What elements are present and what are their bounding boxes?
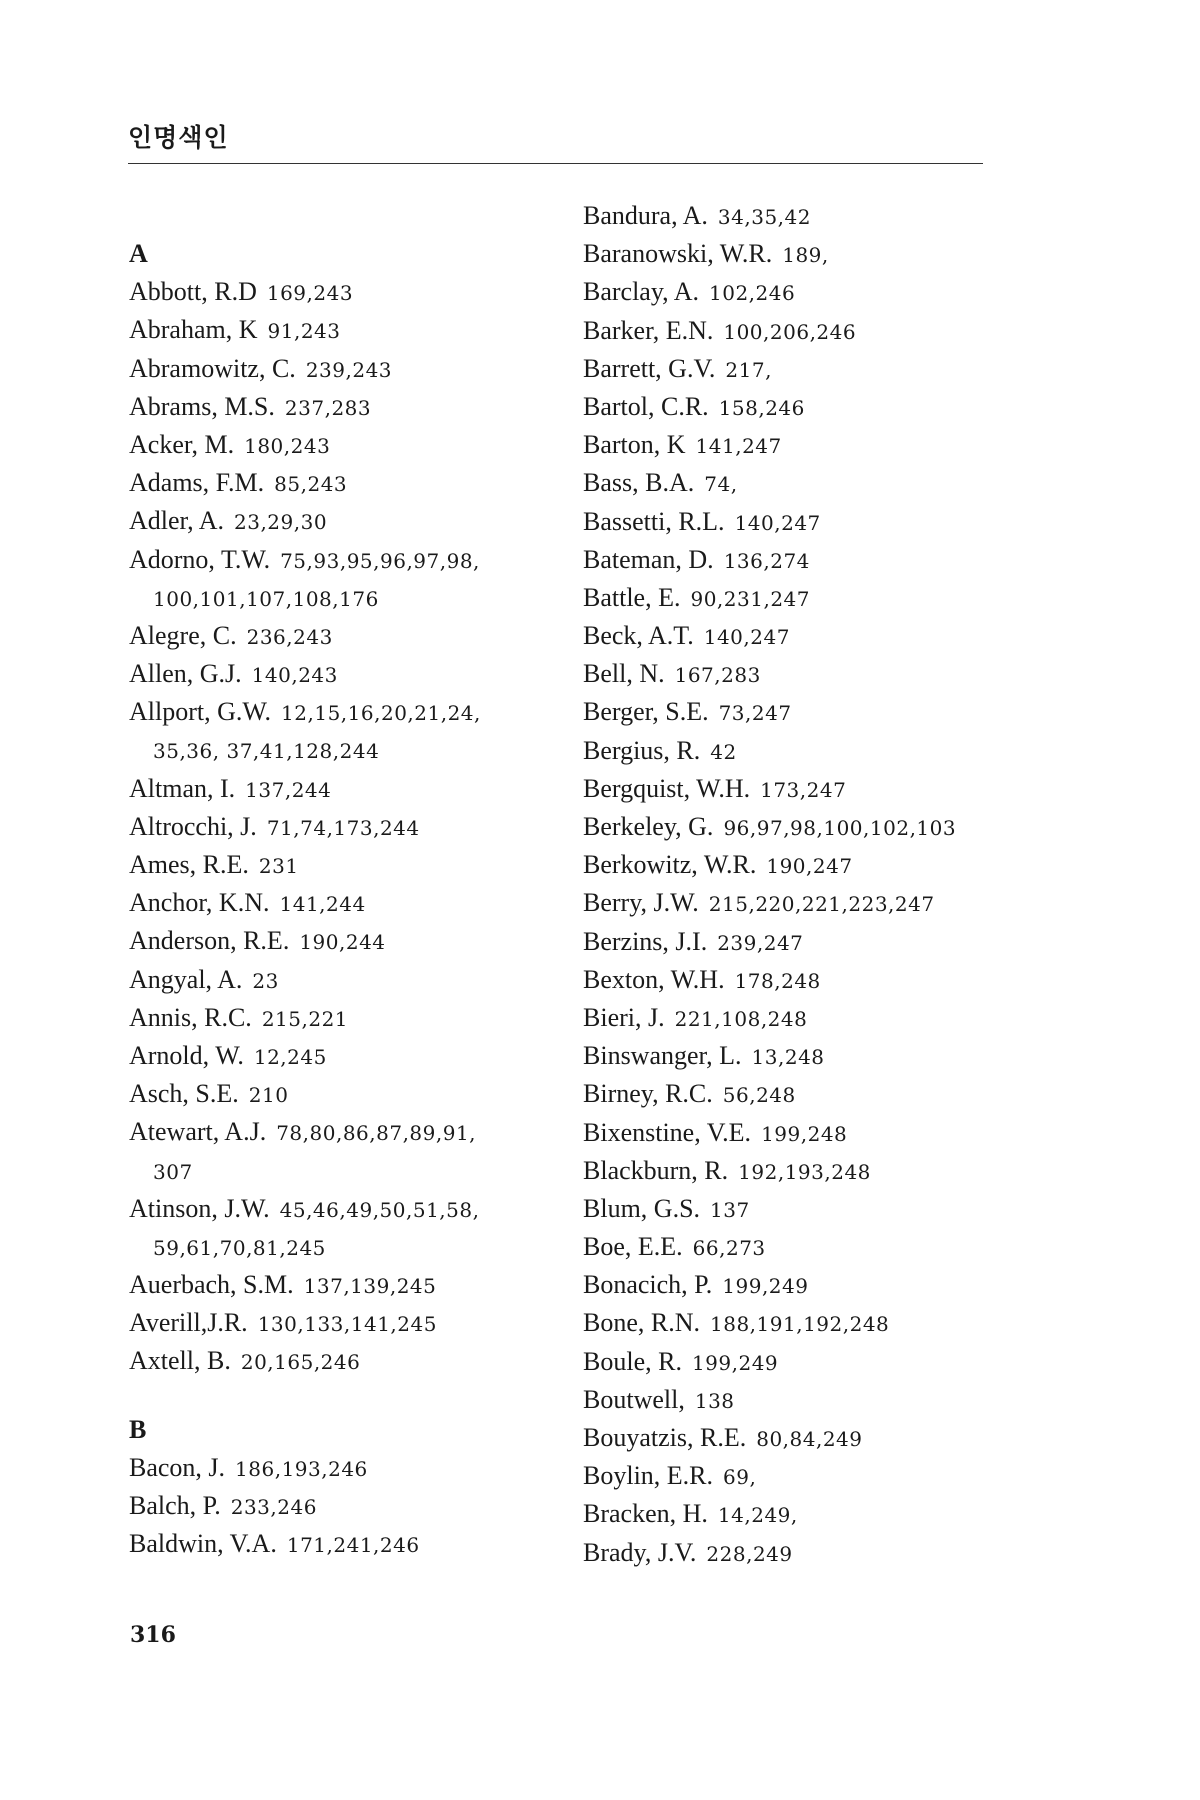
index-entry bbox=[583, 884, 1003, 922]
index-entry bbox=[583, 1152, 1003, 1190]
index-entry bbox=[583, 1114, 1003, 1152]
index-entry bbox=[583, 617, 1003, 655]
entry-pages: 239,243 bbox=[305, 357, 393, 382]
entry-pages: 199,249 bbox=[691, 1350, 779, 1375]
entry-pages: 237,283 bbox=[284, 395, 372, 420]
index-entry bbox=[129, 999, 549, 1037]
entry-pages: 180,243 bbox=[244, 433, 331, 458]
entry-name: Angyal, A. bbox=[129, 964, 243, 994]
index-entry bbox=[583, 846, 1003, 884]
index-entry bbox=[129, 1304, 549, 1342]
entry-name: Boe, E.E. bbox=[583, 1232, 683, 1262]
entry-pages: 140,247 bbox=[703, 625, 790, 650]
index-entry bbox=[129, 1037, 549, 1075]
index-entry bbox=[129, 693, 549, 731]
entry-pages: 35,36, 37,41,128,244 bbox=[153, 739, 380, 764]
index-entry bbox=[583, 961, 1003, 999]
index-entry bbox=[583, 1228, 1003, 1266]
entry-name: Berkeley, G. bbox=[583, 812, 714, 841]
entry-name: Bouyatzis, R.E. bbox=[583, 1423, 747, 1452]
entry-pages: 137 bbox=[710, 1197, 750, 1222]
entry-name: Allen, G.J. bbox=[129, 659, 242, 689]
entry-pages: 190,244 bbox=[299, 930, 386, 955]
entry-pages: 137,244 bbox=[245, 777, 332, 802]
index-entry bbox=[129, 311, 549, 349]
entry-name: Berkowitz, W.R. bbox=[583, 850, 757, 880]
entry-name: Annis, R.C. bbox=[129, 1002, 252, 1032]
entry-name: Abbott, R.D bbox=[129, 277, 257, 307]
entry-pages: 42 bbox=[710, 739, 737, 764]
entry-name: Bone, R.N. bbox=[583, 1308, 700, 1338]
index-entry-continuation bbox=[129, 1152, 549, 1190]
index-entry bbox=[129, 1113, 549, 1151]
section-letter: A bbox=[129, 239, 148, 268]
index-entry bbox=[129, 655, 549, 693]
entry-name: Bonacich, P. bbox=[583, 1270, 713, 1300]
entry-pages: 14,249, bbox=[717, 1503, 798, 1528]
section-letter: B bbox=[129, 1414, 147, 1444]
entry-pages: 199,248 bbox=[761, 1121, 848, 1146]
index-entry bbox=[129, 388, 549, 426]
index-entry bbox=[129, 502, 549, 540]
entry-pages: 71,74,173,244 bbox=[266, 815, 420, 840]
index-entry bbox=[583, 770, 1003, 808]
entry-pages: 20,165,246 bbox=[240, 1350, 361, 1375]
entry-pages: 169,243 bbox=[266, 281, 354, 306]
entry-pages: 130,133,141,245 bbox=[257, 1312, 437, 1337]
entry-name: Blum, G.S. bbox=[583, 1193, 701, 1223]
entry-pages: 140,243 bbox=[251, 663, 338, 688]
entry-name: Abrams, M.S. bbox=[129, 391, 275, 421]
index-entry bbox=[583, 350, 1003, 388]
entry-pages: 188,191,192,248 bbox=[710, 1312, 890, 1337]
index-entry bbox=[129, 808, 549, 846]
index-entry bbox=[583, 388, 1003, 426]
entry-name: Bergius, R. bbox=[583, 735, 701, 765]
index-entry bbox=[129, 1190, 549, 1228]
entry-pages: 178,248 bbox=[734, 968, 821, 993]
entry-name: Anchor, K.N. bbox=[129, 888, 270, 918]
entry-pages: 75,93,95,96,97,98, bbox=[280, 548, 480, 573]
index-entry bbox=[583, 1343, 1003, 1381]
entry-name: Bandura, A. bbox=[583, 201, 708, 230]
entry-name: Auerbach, S.M. bbox=[129, 1270, 294, 1300]
index-entry bbox=[583, 1534, 1003, 1572]
entry-pages: 307 bbox=[153, 1159, 193, 1184]
entry-pages: 100,101,107,108,176 bbox=[153, 586, 379, 611]
entry-pages: 23 bbox=[252, 968, 279, 993]
entry-pages: 100,206,246 bbox=[723, 319, 857, 344]
header-divider bbox=[128, 163, 983, 164]
entry-name: Bergquist, W.H. bbox=[583, 773, 751, 803]
entry-name: Bateman, D. bbox=[583, 544, 714, 574]
index-entry bbox=[583, 1075, 1003, 1113]
index-entry bbox=[129, 884, 549, 922]
index-entry bbox=[583, 999, 1003, 1037]
index-entry bbox=[583, 235, 1003, 273]
entry-pages: 45,46,49,50,51,58, bbox=[279, 1197, 480, 1222]
index-entry bbox=[583, 1190, 1003, 1228]
entry-pages: 136,274 bbox=[723, 548, 810, 573]
index-entry bbox=[583, 732, 1003, 770]
index-entry bbox=[129, 1525, 549, 1563]
entry-name: Abraham, K bbox=[129, 315, 258, 345]
index-column-left bbox=[129, 235, 549, 1563]
entry-pages: 102,246 bbox=[709, 281, 796, 306]
index-entry bbox=[583, 1457, 1003, 1495]
entry-pages: 171,241,246 bbox=[286, 1533, 420, 1558]
index-entry bbox=[583, 693, 1003, 731]
entry-name: Asch, S.E. bbox=[129, 1079, 239, 1109]
entry-name: Bacon, J. bbox=[129, 1452, 226, 1482]
index-entry-continuation bbox=[129, 1228, 549, 1266]
entry-pages: 199,249 bbox=[722, 1274, 809, 1299]
index-entry bbox=[583, 655, 1003, 693]
entry-name: Brady, J.V. bbox=[583, 1537, 697, 1567]
entry-pages: 66,273 bbox=[692, 1236, 766, 1261]
entry-name: Abramowitz, C. bbox=[129, 353, 296, 383]
index-entry bbox=[129, 770, 549, 808]
entry-pages: 173,247 bbox=[760, 777, 847, 802]
entry-name: Balch, P. bbox=[129, 1491, 221, 1520]
entry-name: Boule, R. bbox=[583, 1346, 682, 1376]
index-entry bbox=[129, 1487, 549, 1525]
entry-name: Baldwin, V.A. bbox=[129, 1529, 277, 1559]
entry-pages: 236,243 bbox=[246, 624, 333, 649]
entry-name: Ames, R.E. bbox=[129, 850, 249, 879]
entry-pages: 215,221 bbox=[261, 1006, 349, 1031]
index-entry bbox=[129, 922, 549, 960]
index-entry bbox=[583, 1381, 1003, 1419]
entry-name: Altrocchi, J. bbox=[129, 811, 257, 841]
index-entry bbox=[583, 312, 1003, 350]
entry-name: Altman, I. bbox=[129, 773, 236, 803]
index-entry bbox=[583, 808, 1003, 846]
index-entry bbox=[129, 961, 549, 999]
index-entry-continuation bbox=[129, 579, 549, 617]
entry-pages: 221,108,248 bbox=[674, 1006, 808, 1031]
entry-name: Atinson, J.W. bbox=[129, 1193, 270, 1223]
entry-pages: 233,246 bbox=[230, 1495, 317, 1519]
entry-name: Barker, E.N. bbox=[583, 315, 714, 345]
index-entry bbox=[583, 197, 1003, 235]
index-entry bbox=[129, 350, 549, 388]
entry-name: Bixenstine, V.E. bbox=[583, 1117, 752, 1147]
entry-pages: 91,243 bbox=[267, 319, 341, 344]
entry-pages: 12,15,16,20,21,24, bbox=[281, 701, 481, 726]
entry-name: Battle, E. bbox=[583, 582, 681, 612]
entry-name: Alegre, C. bbox=[129, 620, 237, 650]
entry-pages: 137,139,245 bbox=[303, 1274, 437, 1299]
entry-pages: 210 bbox=[248, 1083, 289, 1108]
entry-pages: 158,246 bbox=[718, 395, 805, 420]
index-entry bbox=[583, 1037, 1003, 1075]
index-entry bbox=[583, 464, 1003, 502]
entry-name: Boylin, E.R. bbox=[583, 1461, 714, 1491]
page-number: 316 bbox=[130, 1622, 176, 1648]
entry-pages: 189, bbox=[782, 243, 829, 268]
entry-pages: 186,193,246 bbox=[235, 1456, 368, 1481]
entry-name: Bell, N. bbox=[583, 659, 665, 689]
entry-pages: 85,243 bbox=[274, 472, 348, 497]
entry-pages: 138 bbox=[694, 1388, 735, 1413]
section-gap bbox=[129, 1381, 549, 1411]
entry-pages: 12,245 bbox=[253, 1044, 327, 1069]
index-entry-continuation bbox=[129, 731, 549, 769]
index-entry bbox=[583, 426, 1003, 464]
index-entry bbox=[583, 1266, 1003, 1304]
index-entry bbox=[583, 1304, 1003, 1342]
entry-pages: 80,84,249 bbox=[756, 1427, 863, 1451]
entry-name: Berzins, J.I. bbox=[583, 926, 708, 956]
entry-pages: 56,248 bbox=[722, 1083, 796, 1108]
index-entry bbox=[129, 541, 549, 579]
entry-name: Birney, R.C. bbox=[583, 1079, 713, 1109]
entry-name: Berger, S.E. bbox=[583, 697, 709, 727]
index-entry bbox=[129, 1266, 549, 1304]
entry-name: Atewart, A.J. bbox=[129, 1117, 267, 1147]
entry-pages: 59,61,70,81,245 bbox=[153, 1235, 326, 1260]
entry-name: Allport, G.W. bbox=[129, 697, 272, 727]
index-entry bbox=[129, 1075, 549, 1113]
entry-pages: 217, bbox=[725, 357, 772, 382]
page-title: 인명색인 bbox=[128, 123, 229, 152]
entry-name: Adams, F.M. bbox=[129, 468, 265, 498]
entry-pages: 141,247 bbox=[695, 434, 782, 459]
entry-pages: 167,283 bbox=[674, 663, 761, 688]
entry-pages: 90,231,247 bbox=[690, 586, 810, 611]
entry-name: Axtell, B. bbox=[129, 1346, 231, 1376]
index-entry bbox=[129, 846, 549, 884]
entry-name: Bexton, W.H. bbox=[583, 964, 725, 994]
index-entry bbox=[583, 579, 1003, 617]
index-entry bbox=[583, 923, 1003, 961]
entry-name: Boutwell, bbox=[583, 1384, 685, 1414]
entry-pages: 69, bbox=[723, 1465, 757, 1490]
entry-name: Bartol, C.R. bbox=[583, 391, 709, 421]
entry-name: Barrett, G.V. bbox=[583, 353, 716, 383]
entry-pages: 74, bbox=[704, 472, 738, 497]
entry-pages: 96,97,98,100,102,103 bbox=[723, 816, 957, 840]
entry-name: Barton, K bbox=[583, 430, 686, 460]
entry-name: Bieri, J. bbox=[583, 1002, 665, 1032]
entry-pages: 73,247 bbox=[718, 701, 792, 726]
entry-name: Adorno, T.W. bbox=[129, 544, 271, 574]
index-entry bbox=[129, 426, 549, 464]
entry-name: Anderson, R.E. bbox=[129, 926, 290, 956]
entry-name: Berry, J.W. bbox=[583, 888, 699, 918]
entry-name: Bracken, H. bbox=[583, 1499, 708, 1529]
entry-pages: 190,247 bbox=[766, 854, 853, 879]
entry-name: Bass, B.A. bbox=[583, 468, 695, 498]
entry-pages: 228,249 bbox=[706, 1541, 793, 1566]
entry-name: Baranowski, W.R. bbox=[583, 239, 773, 269]
entry-pages: 192,193,248 bbox=[738, 1159, 871, 1184]
entry-name: Averill,J.R. bbox=[129, 1308, 248, 1338]
entry-pages: 239,247 bbox=[717, 930, 804, 955]
entry-name: Binswanger, L. bbox=[583, 1041, 742, 1071]
entry-pages: 141,244 bbox=[279, 892, 366, 917]
entry-pages: 78,80,86,87,89,91, bbox=[276, 1121, 477, 1146]
index-entry bbox=[129, 273, 549, 311]
entry-pages: 23,29,30 bbox=[234, 510, 328, 535]
index-entry bbox=[129, 1342, 549, 1380]
entry-name: Arnold, W. bbox=[129, 1040, 244, 1070]
entry-name: Acker, M. bbox=[129, 429, 235, 459]
entry-pages: 215,220,221,223,247 bbox=[708, 892, 935, 917]
entry-pages: 140,247 bbox=[734, 510, 821, 535]
entry-name: Beck, A.T. bbox=[583, 621, 694, 651]
entry-name: Adler, A. bbox=[129, 506, 224, 536]
index-entry bbox=[129, 1449, 549, 1487]
index-entry bbox=[129, 617, 549, 655]
index-entry bbox=[583, 503, 1003, 541]
index-entry bbox=[583, 1495, 1003, 1533]
entry-pages: 34,35,42 bbox=[717, 205, 811, 229]
index-entry bbox=[583, 273, 1003, 311]
entry-pages: 231 bbox=[258, 854, 299, 878]
entry-name: Blackburn, R. bbox=[583, 1155, 729, 1185]
entry-name: Barclay, A. bbox=[583, 277, 699, 307]
index-entry bbox=[583, 541, 1003, 579]
index-entry bbox=[583, 1419, 1003, 1457]
entry-pages: 13,248 bbox=[751, 1045, 825, 1070]
index-entry bbox=[129, 464, 549, 502]
entry-name: Bassetti, R.L. bbox=[583, 506, 725, 536]
index-column-right bbox=[583, 197, 1003, 1572]
